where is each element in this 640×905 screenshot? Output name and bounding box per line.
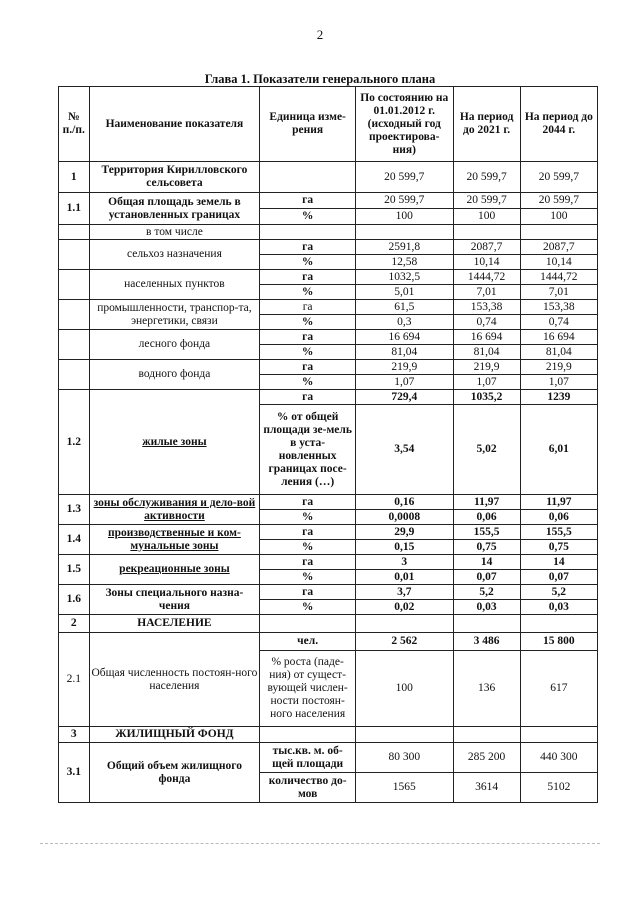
table-cell: га xyxy=(260,525,356,540)
table-cell: 153,38 xyxy=(520,300,597,315)
table-row xyxy=(59,633,598,651)
table-cell: 1.5 xyxy=(59,555,90,585)
table-cell: 0,3 xyxy=(355,315,453,330)
table-cell: 3,7 xyxy=(355,585,453,600)
table-cell: 16 694 xyxy=(520,330,597,345)
table-cell: рекреационные зоны xyxy=(89,555,260,585)
table-cell: 0,06 xyxy=(520,510,597,525)
empty-cell xyxy=(59,300,90,330)
table-cell: лесного фонда xyxy=(89,330,260,360)
table-cell: 0,07 xyxy=(453,570,520,585)
table-row xyxy=(59,360,598,375)
table-cell: 0,06 xyxy=(453,510,520,525)
header-2021: На период до 2021 г. xyxy=(453,87,520,162)
empty-cell xyxy=(520,727,597,743)
table-cell: га xyxy=(260,585,356,600)
table-cell: 0,03 xyxy=(520,600,597,615)
table-row xyxy=(59,300,598,315)
table-cell: 3 xyxy=(59,727,90,743)
table-cell: 20 599,7 xyxy=(453,193,520,209)
table-row xyxy=(59,225,598,240)
table-cell: % от общей площади зе-мель в уста-новленных границах посе-ления (…) xyxy=(260,405,356,495)
table-cell: га xyxy=(260,390,356,405)
table-cell: 1444,72 xyxy=(453,270,520,285)
table-cell: % xyxy=(260,570,356,585)
table-cell: 7,01 xyxy=(453,285,520,300)
table-cell: 1 xyxy=(59,162,90,193)
table-cell: 0,16 xyxy=(355,495,453,510)
table-cell: 5,2 xyxy=(520,585,597,600)
table-cell: 1.3 xyxy=(59,495,90,525)
table-cell: 0,74 xyxy=(520,315,597,330)
empty-cell xyxy=(453,225,520,240)
table-row xyxy=(59,495,598,510)
empty-cell xyxy=(355,225,453,240)
table-cell: чел. xyxy=(260,633,356,651)
table-cell: 2 xyxy=(59,615,90,633)
table-cell: 1.6 xyxy=(59,585,90,615)
table-cell: 1.1 xyxy=(59,193,90,225)
empty-cell xyxy=(59,225,90,240)
table-cell: 20 599,7 xyxy=(355,193,453,209)
empty-cell xyxy=(453,727,520,743)
table-row xyxy=(59,240,598,255)
table-cell: 1,07 xyxy=(355,375,453,390)
empty-cell xyxy=(355,615,453,633)
table-cell: 1444,72 xyxy=(520,270,597,285)
page-divider xyxy=(40,843,600,844)
table-cell: 1565 xyxy=(355,773,453,803)
table-cell: 14 xyxy=(520,555,597,570)
table-cell: 5,2 xyxy=(453,585,520,600)
table-cell: 10,14 xyxy=(453,255,520,270)
table-cell: 3.1 xyxy=(59,743,90,803)
table-cell: 153,38 xyxy=(453,300,520,315)
table-cell: 3 xyxy=(355,555,453,570)
table-cell: 219,9 xyxy=(520,360,597,375)
table-cell: 0,75 xyxy=(453,540,520,555)
empty-cell xyxy=(520,615,597,633)
section-row xyxy=(59,727,598,743)
table-row xyxy=(59,585,598,600)
table-cell: % xyxy=(260,345,356,360)
table-cell: 81,04 xyxy=(355,345,453,360)
table-cell: 3,54 xyxy=(355,405,453,495)
table-cell: га xyxy=(260,495,356,510)
table-cell: в том числе xyxy=(89,225,260,240)
table-cell: 20 599,7 xyxy=(520,193,597,209)
table-cell: 20 599,7 xyxy=(520,162,597,193)
table-cell: 20 599,7 xyxy=(355,162,453,193)
table-cell: 219,9 xyxy=(453,360,520,375)
table-cell: % xyxy=(260,209,356,225)
table-cell: 29,9 xyxy=(355,525,453,540)
table-cell: ЖИЛИЩНЫЙ ФОНД xyxy=(89,727,260,743)
table-cell: тыс.кв. м. об-щей площади xyxy=(260,743,356,773)
table-cell: 16 694 xyxy=(355,330,453,345)
table-cell: 155,5 xyxy=(520,525,597,540)
table-cell: 1.2 xyxy=(59,390,90,495)
table-cell: 0,0008 xyxy=(355,510,453,525)
table-cell: % xyxy=(260,510,356,525)
table-cell: 100 xyxy=(520,209,597,225)
section-row xyxy=(59,615,598,633)
table-cell: 81,04 xyxy=(520,345,597,360)
header-unit: Единица изме-рения xyxy=(260,87,356,162)
table-cell: 5102 xyxy=(520,773,597,803)
table-row xyxy=(59,525,598,540)
table-cell: Общий объем жилищного фонда xyxy=(89,743,260,803)
table-cell: 12,58 xyxy=(355,255,453,270)
empty-cell xyxy=(59,270,90,300)
table-cell: зоны обслуживания и дело-вой активности xyxy=(89,495,260,525)
empty-cell xyxy=(59,330,90,360)
table-cell: 219,9 xyxy=(355,360,453,375)
header-2044: На период до 2044 г. xyxy=(520,87,597,162)
empty-cell xyxy=(355,727,453,743)
table-cell: % xyxy=(260,315,356,330)
page-number: 2 xyxy=(316,27,324,42)
empty-cell xyxy=(260,225,356,240)
table-cell: 11,97 xyxy=(453,495,520,510)
table-cell: 14 xyxy=(453,555,520,570)
table-cell: 1032,5 xyxy=(355,270,453,285)
table-cell: га xyxy=(260,240,356,255)
table-cell: 1,07 xyxy=(520,375,597,390)
table-cell: % xyxy=(260,255,356,270)
table-cell: 1,07 xyxy=(453,375,520,390)
table-cell: 15 800 xyxy=(520,633,597,651)
table-cell: га xyxy=(260,330,356,345)
table-cell: 100 xyxy=(453,209,520,225)
table-cell: 81,04 xyxy=(453,345,520,360)
table-cell: 10,14 xyxy=(520,255,597,270)
table-cell: Территория Кирилловского сельсовета xyxy=(89,162,260,193)
table-row xyxy=(59,330,598,345)
table-cell: 61,5 xyxy=(355,300,453,315)
table-cell: 729,4 xyxy=(355,390,453,405)
table-cell: 0,03 xyxy=(453,600,520,615)
table-cell: % xyxy=(260,600,356,615)
table-cell: 0,74 xyxy=(453,315,520,330)
empty-cell xyxy=(260,162,356,193)
table-row xyxy=(59,390,598,405)
table-cell: Общая численность постоян-ного населения xyxy=(89,633,260,727)
table-cell: га xyxy=(260,270,356,285)
header-base-year: По состоянию на 01.01.2012 г. (исходный год проектирова-ния) xyxy=(355,87,453,162)
table-cell: % роста (паде-ния) от сущест-вующей числен-ности постоян-ного населения xyxy=(260,651,356,727)
table-cell: 0,75 xyxy=(520,540,597,555)
table-cell: населенных пунктов xyxy=(89,270,260,300)
table-cell: га xyxy=(260,555,356,570)
table-cell: 2591,8 xyxy=(355,240,453,255)
table-cell: 1.4 xyxy=(59,525,90,555)
table-row xyxy=(59,270,598,285)
table-cell: сельхоз назначения xyxy=(89,240,260,270)
table-cell: 155,5 xyxy=(453,525,520,540)
table-row xyxy=(59,193,598,209)
indicators-table xyxy=(58,86,598,803)
table-cell: промышленности, транспор-та, энергетики, связи xyxy=(89,300,260,330)
table-cell: 5,01 xyxy=(355,285,453,300)
table-cell: 3614 xyxy=(453,773,520,803)
table-cell: 2.1 xyxy=(59,633,90,727)
table-cell: Общая площадь земель в установленных границах xyxy=(89,193,260,225)
table-row xyxy=(59,743,598,773)
table-cell: 100 xyxy=(355,651,453,727)
table-cell: га xyxy=(260,193,356,209)
header-row xyxy=(59,87,598,162)
chapter-title: Глава 1. Показатели генерального плана xyxy=(204,72,436,86)
table-cell: % xyxy=(260,285,356,300)
empty-cell xyxy=(453,615,520,633)
table-cell: производственные и ком-мунальные зоны xyxy=(89,525,260,555)
table-cell: 0,15 xyxy=(355,540,453,555)
table-cell: 2087,7 xyxy=(520,240,597,255)
empty-cell xyxy=(59,240,90,270)
table-cell: 285 200 xyxy=(453,743,520,773)
table-cell: 7,01 xyxy=(520,285,597,300)
table-cell: 11,97 xyxy=(520,495,597,510)
table-cell: 0,07 xyxy=(520,570,597,585)
empty-cell xyxy=(59,360,90,390)
table-cell: % xyxy=(260,375,356,390)
table-row xyxy=(59,555,598,570)
empty-cell xyxy=(520,225,597,240)
empty-cell xyxy=(260,615,356,633)
table-cell: водного фонда xyxy=(89,360,260,390)
table-cell: 100 xyxy=(355,209,453,225)
table-cell: 2 562 xyxy=(355,633,453,651)
table-cell: га xyxy=(260,360,356,375)
table-cell: Зоны специального назна-чения xyxy=(89,585,260,615)
table-cell: 20 599,7 xyxy=(453,162,520,193)
table-cell: 440 300 xyxy=(520,743,597,773)
empty-cell xyxy=(260,727,356,743)
table-cell: 0,01 xyxy=(355,570,453,585)
table-cell: 2087,7 xyxy=(453,240,520,255)
table-cell: % xyxy=(260,540,356,555)
table-cell: 1239 xyxy=(520,390,597,405)
table-cell: 136 xyxy=(453,651,520,727)
header-name: Наименование показателя xyxy=(89,87,260,162)
table-row xyxy=(59,162,598,193)
table-cell: 16 694 xyxy=(453,330,520,345)
table-cell: 5,02 xyxy=(453,405,520,495)
table-cell: 6,01 xyxy=(520,405,597,495)
table-cell: жилые зоны xyxy=(89,390,260,495)
header-num: № п./п. xyxy=(59,87,90,162)
table-cell: НАСЕЛЕНИЕ xyxy=(89,615,260,633)
table-cell: га xyxy=(260,300,356,315)
table-cell: 80 300 xyxy=(355,743,453,773)
table-cell: 3 486 xyxy=(453,633,520,651)
table-cell: 0,02 xyxy=(355,600,453,615)
table-cell: количество до-мов xyxy=(260,773,356,803)
table-cell: 617 xyxy=(520,651,597,727)
table-cell: 1035,2 xyxy=(453,390,520,405)
